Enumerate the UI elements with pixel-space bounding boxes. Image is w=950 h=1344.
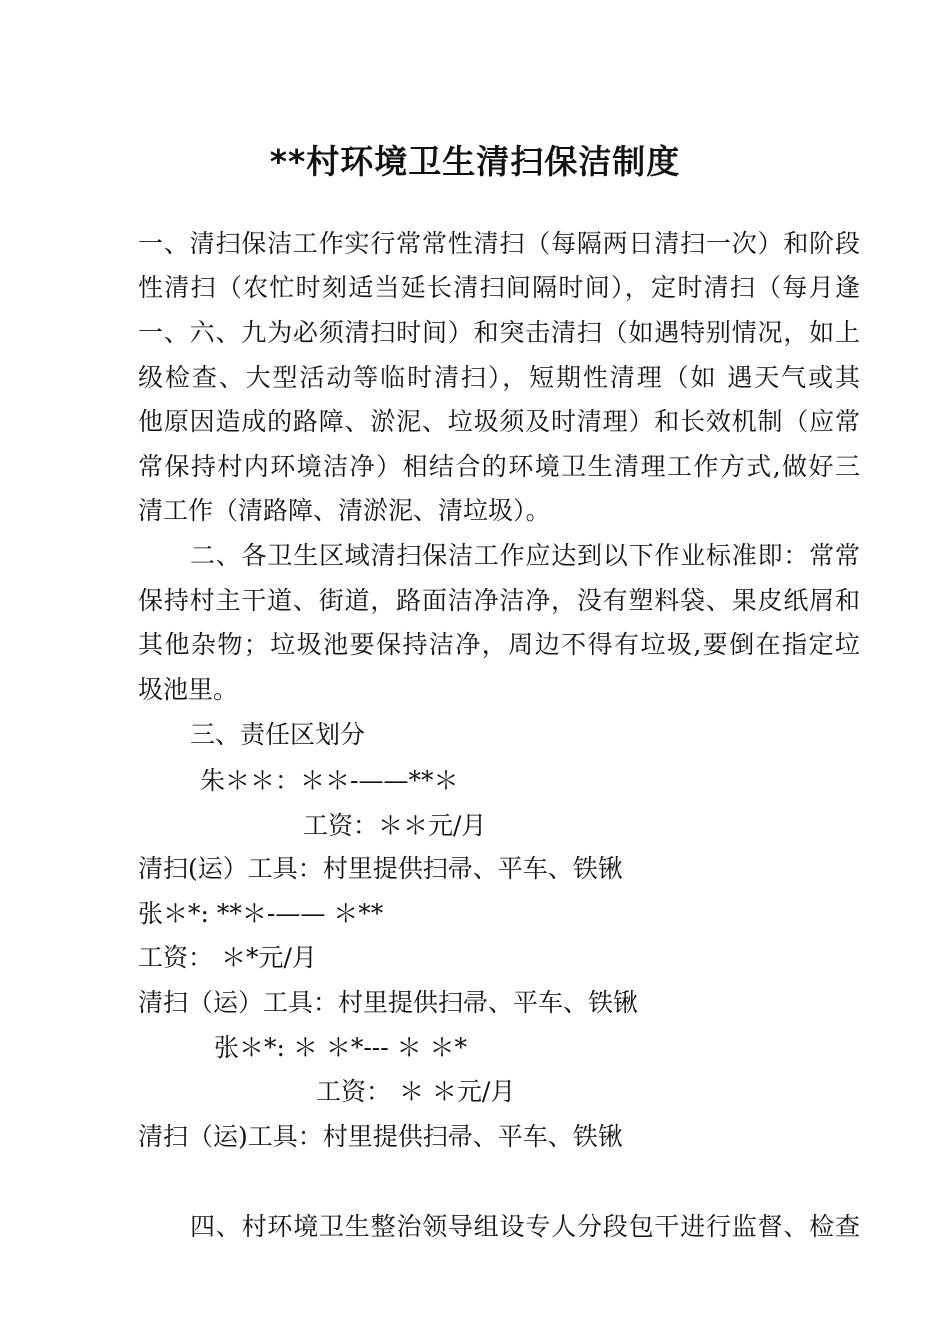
assignment-2-tools: 清扫（运）工具：村里提供扫帚、平车、铁锹 (138, 988, 639, 1017)
section2-line-4: 圾池里。 (138, 675, 239, 704)
assignment-3-wage: 工资： ＊ ＊元/月 (316, 1077, 516, 1106)
section4-line-1: 四、村环境卫生整治领导组设专人分段包干进行监督、检查 (190, 1212, 860, 1241)
section2-line-3: 其他杂物；垃圾池要保持洁净，周边不得有垃圾,要倒在指定垃 (138, 630, 860, 659)
document-title: **村环境卫生清扫保洁制度 (269, 142, 681, 181)
section1-line-5: 他原因造成的路障、淤泥、垃圾须及时清理）和长效机制（应常 (138, 407, 860, 436)
section1-line-7: 清工作（清路障、清淤泥、清垃圾）。 (138, 496, 551, 525)
section1-line-4: 级检查、大型活动等临时清扫），短期性清理（如 遇天气或其 (138, 363, 860, 392)
assignment-3-name: 张＊*: ＊ ＊*--- ＊ ＊* (214, 1033, 468, 1062)
section3-heading: 三、责任区划分 (190, 720, 366, 749)
section1-line-1: 一、清扫保洁工作实行常常性清扫（每隔两日清扫一次）和阶段 (138, 229, 860, 258)
section2-line-2: 保持村主干道、街道，路面洁净洁净，没有塑料袋、果皮纸屑和 (138, 586, 860, 615)
assignment-1-name: 朱＊＊：＊＊-——**＊ (200, 766, 459, 795)
assignment-1-wage: 工资：＊＊元/月 (303, 811, 487, 840)
section1-line-3: 一、六、九为必须清扫时间）和突击清扫（如遇特别情况，如上 (138, 318, 860, 347)
assignment-3-tools: 清扫（运)工具：村里提供扫帚、平车、铁锹 (138, 1122, 623, 1151)
section1-line-6: 常保持村内环境洁净）相结合的环境卫生清理工作方式,做好三 (138, 452, 860, 481)
assignment-2-wage: 工资： ＊*元/月 (138, 943, 317, 972)
section2-line-1: 二、各卫生区域清扫保洁工作应达到以下作业标准即：常常 (190, 541, 860, 570)
section1-line-2: 性清扫（农忙时刻适当延长清扫间隔时间），定时清扫（每月逢 (138, 273, 860, 302)
assignment-2-name: 张＊*: **＊-—— ＊** (138, 899, 384, 928)
assignment-1-tools: 清扫(运）工具：村里提供扫帚、平车、铁锹 (138, 854, 623, 883)
